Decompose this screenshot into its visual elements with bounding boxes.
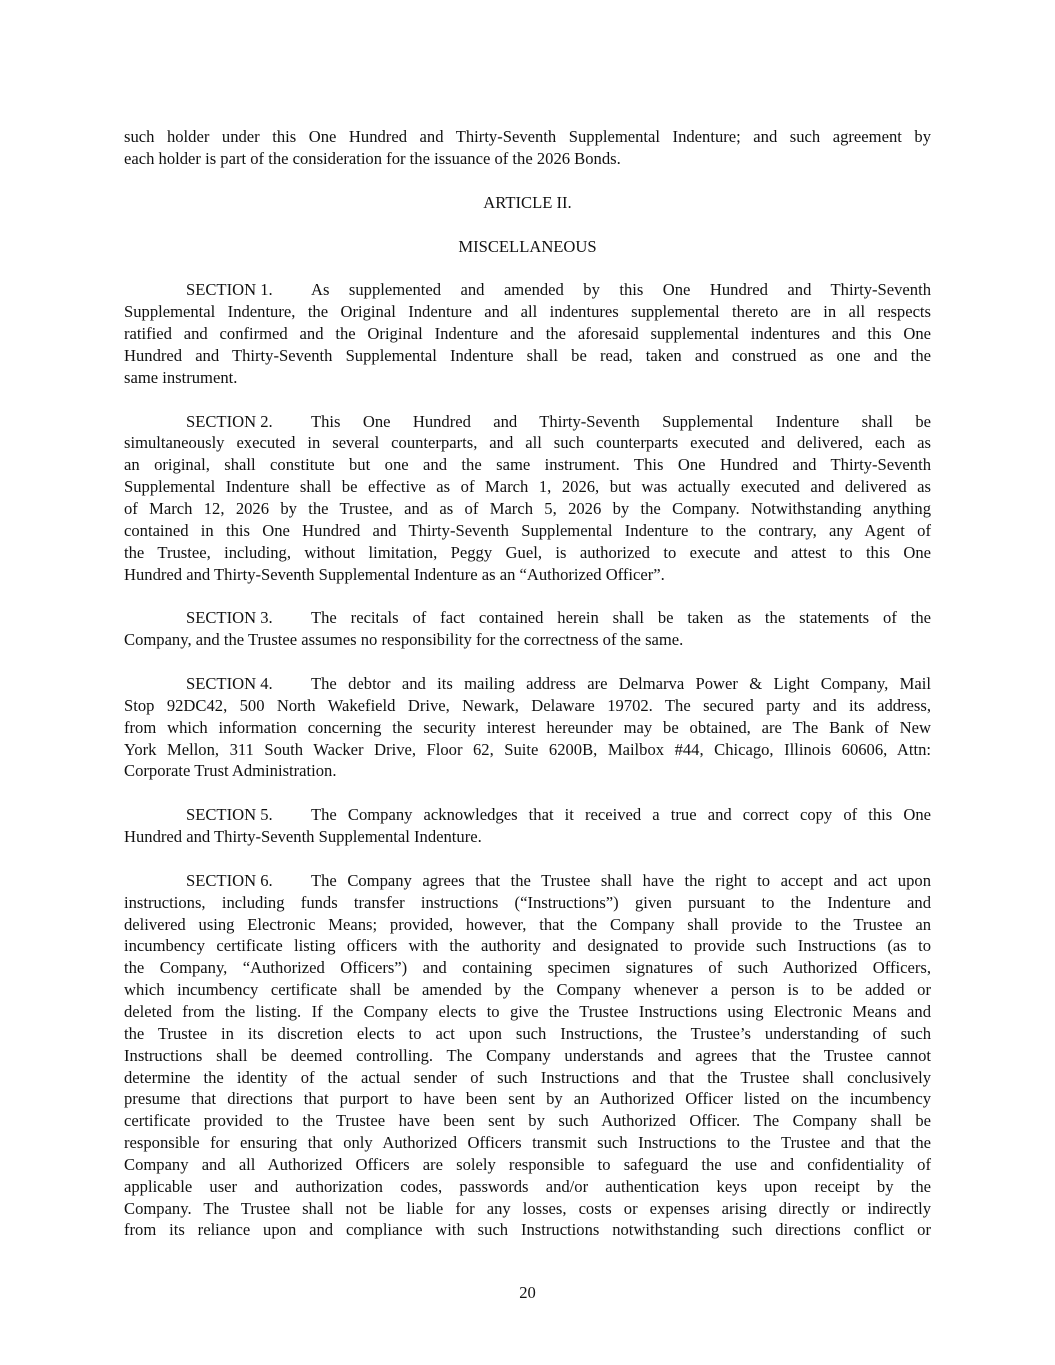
text-line — [124, 1198, 931, 1220]
text-line — [124, 739, 931, 761]
text-line — [124, 432, 931, 454]
text-line — [124, 301, 931, 323]
line-text: the Trustee in its discretion elects to act upon such Instructions, the Trustee’s understanding of such — [124, 1023, 931, 1043]
line-text: of March 12, 2026 by the Trustee, and as of March 5, 2026 by the Company. Notwithstanding anything — [124, 498, 931, 518]
line-text: Supplemental Indenture shall be effective as of March 1, 2026, but was actually executed and delivered as — [124, 477, 931, 497]
text-line — [124, 367, 931, 389]
line-text: certificate provided to the Trustee have been sent by such Authorized Officer. The Company shall be — [124, 1111, 931, 1131]
line-text: Hundred and Thirty-Seventh Supplemental Indenture. — [124, 827, 482, 847]
text-line — [124, 979, 931, 1001]
line-text: The Company acknowledges that it received a true and correct copy of this One — [311, 805, 931, 825]
text-line — [124, 629, 931, 651]
section-5-paragraph — [124, 804, 931, 848]
text-line — [124, 1067, 931, 1089]
line-text: applicable user and authorization codes, passwords and/or authentication keys upon receipt by the — [124, 1176, 931, 1196]
line-text: determine the identity of the actual sender of such Instructions and that the Trustee shall conclusively — [124, 1067, 931, 1087]
text-line — [124, 411, 931, 433]
line-text: deleted from the listing. If the Company elects to give the Trustee Instructions using Electronic Means and — [124, 1002, 931, 1021]
text-line — [124, 454, 931, 476]
section-label: SECTION 4. — [186, 674, 273, 694]
line-text: contained in this One Hundred and Thirty-Seventh Supplemental Indenture to the contrary, any Agent of — [124, 520, 931, 540]
section-label: SECTION 5. — [186, 805, 273, 825]
line-text: Company and all Authorized Officers are solely responsible to safeguard the use and confidentiality of — [124, 1154, 931, 1174]
line-text: incumbency certificate listing officers with the authority and designated to provide such Instructions (as to — [124, 936, 931, 956]
sections — [124, 279, 931, 1241]
text-line — [124, 279, 931, 301]
line-text: This One Hundred and Thirty-Seventh Supplemental Indenture shall be — [311, 411, 931, 431]
line-text: Stop 92DC42, 500 North Wakefield Drive, Newark, Delaware 19702. The secured party and its address, — [124, 695, 931, 715]
line-text: Company, and the Trustee assumes no responsibility for the correctness of the same. — [124, 630, 684, 650]
text-line — [124, 1023, 931, 1045]
line-text: Hundred and Thirty-Seventh Supplemental Indenture shall be read, taken and construed as one and the — [124, 345, 931, 365]
section-4-paragraph — [124, 673, 931, 782]
line-text: Company. The Trustee shall not be liable for any losses, costs or expenses arising directly or indirectly — [124, 1198, 931, 1218]
line-text: Instructions shall be deemed controlling. The Company understands and agrees that the Trustee cannot — [124, 1045, 931, 1065]
line-text: such holder under this One Hundred and Thirty-Seventh Supplemental Indenture; and such agreement by — [124, 127, 931, 146]
text-line — [124, 760, 931, 782]
line-text: The debtor and its mailing address are Delmarva Power & Light Company, Mail — [311, 674, 931, 694]
text-line — [124, 520, 931, 542]
section-1-paragraph — [124, 279, 931, 388]
section-label: SECTION 1. — [186, 280, 273, 300]
text-line — [124, 323, 931, 345]
line-text: an original, shall constitute but one and the same instrument. This One Hundred and Thirty-Seventh — [124, 455, 931, 475]
line-text: Corporate Trust Administration. — [124, 761, 337, 781]
text-line — [124, 1132, 931, 1154]
text-line — [124, 826, 931, 848]
line-text: York Mellon, 311 South Wacker Drive, Floor 62, Suite 6200B, Mailbox #44, Chicago, Illinois 60606, Attn: — [124, 739, 931, 759]
line-text: As supplemented and amended by this One Hundred and Thirty-Seventh — [311, 280, 931, 300]
text-line — [124, 673, 931, 695]
text-line — [124, 607, 931, 629]
line-text: Hundred and Thirty-Seventh Supplemental Indenture as an “Authorized Officer”. — [124, 564, 665, 584]
line-text: responsible for ensuring that only Authorized Officers transmit such Instructions to the Trustee and that the — [124, 1133, 931, 1153]
section-label: SECTION 2. — [186, 411, 273, 431]
article-title: ARTICLE II. — [483, 192, 572, 212]
line-text: same instrument. — [124, 367, 238, 387]
section-2-paragraph — [124, 411, 931, 586]
text-line — [124, 542, 931, 564]
text-line — [124, 804, 931, 826]
line-text: the Company, “Authorized Officers”) and containing specimen signatures of such Authorized Officers, — [124, 958, 931, 978]
text-line — [124, 1154, 931, 1176]
line-text: the Trustee, including, without limitation, Peggy Guel, is authorized to execute and attest to this One — [124, 542, 931, 562]
line-text: each holder is part of the consideration for the issuance of the 2026 Bonds. — [124, 148, 621, 168]
text-line — [124, 1001, 931, 1023]
line-text: instructions, including funds transfer instructions (“Instructions”) given pursuant to the Indenture and — [124, 892, 931, 912]
text-line — [124, 148, 931, 170]
document-body — [124, 126, 931, 1263]
opening-paragraph — [124, 126, 931, 170]
section-3-paragraph — [124, 607, 931, 651]
line-text: presume that directions that purport to have been sent by an Authorized Officer listed on the incumbency — [124, 1089, 931, 1109]
text-line — [124, 935, 931, 957]
text-line — [124, 957, 931, 979]
text-line — [124, 1088, 931, 1110]
text-line — [124, 564, 931, 586]
section-6-paragraph — [124, 870, 931, 1241]
text-line — [124, 498, 931, 520]
line-text: Supplemental Indenture, the Original Indenture and all indentures supplemental thereto are in all respects — [124, 302, 931, 322]
line-text: delivered using Electronic Means; provided, however, that the Company shall provide to the Trustee an — [124, 914, 931, 934]
text-line — [124, 1176, 931, 1198]
line-text: which incumbency certificate shall be amended by the Company whenever a person is to be added or — [124, 980, 931, 1000]
text-line — [124, 1219, 931, 1241]
text-line — [124, 1110, 931, 1132]
article-subtitle: MISCELLANEOUS — [458, 236, 597, 256]
text-line — [124, 870, 931, 892]
text-line — [124, 345, 931, 367]
section-label: SECTION 6. — [186, 870, 273, 890]
line-text: The recitals of fact contained herein shall be taken as the statements of the — [311, 608, 931, 628]
text-line — [124, 717, 931, 739]
text-line — [124, 476, 931, 498]
text-line — [124, 126, 931, 148]
page-number: 20 — [519, 1283, 536, 1302]
text-line — [124, 1045, 931, 1067]
line-text: ratified and confirmed and the Original Indenture and the aforesaid supplemental indentures and this One — [124, 324, 931, 344]
text-line — [124, 892, 931, 914]
line-text: from which information concerning the security interest hereunder may be obtained, are The Bank of New — [124, 717, 931, 737]
line-text: The Company agrees that the Trustee shall have the right to accept and act upon — [311, 870, 931, 890]
text-line — [124, 914, 931, 936]
section-label: SECTION 3. — [186, 608, 273, 628]
line-text: simultaneously executed in several counterparts, and all such counterparts executed and delivered, each as — [124, 433, 931, 453]
line-text: from its reliance upon and compliance with such Instructions notwithstanding such directions conflict or — [124, 1220, 931, 1240]
text-line — [124, 695, 931, 717]
